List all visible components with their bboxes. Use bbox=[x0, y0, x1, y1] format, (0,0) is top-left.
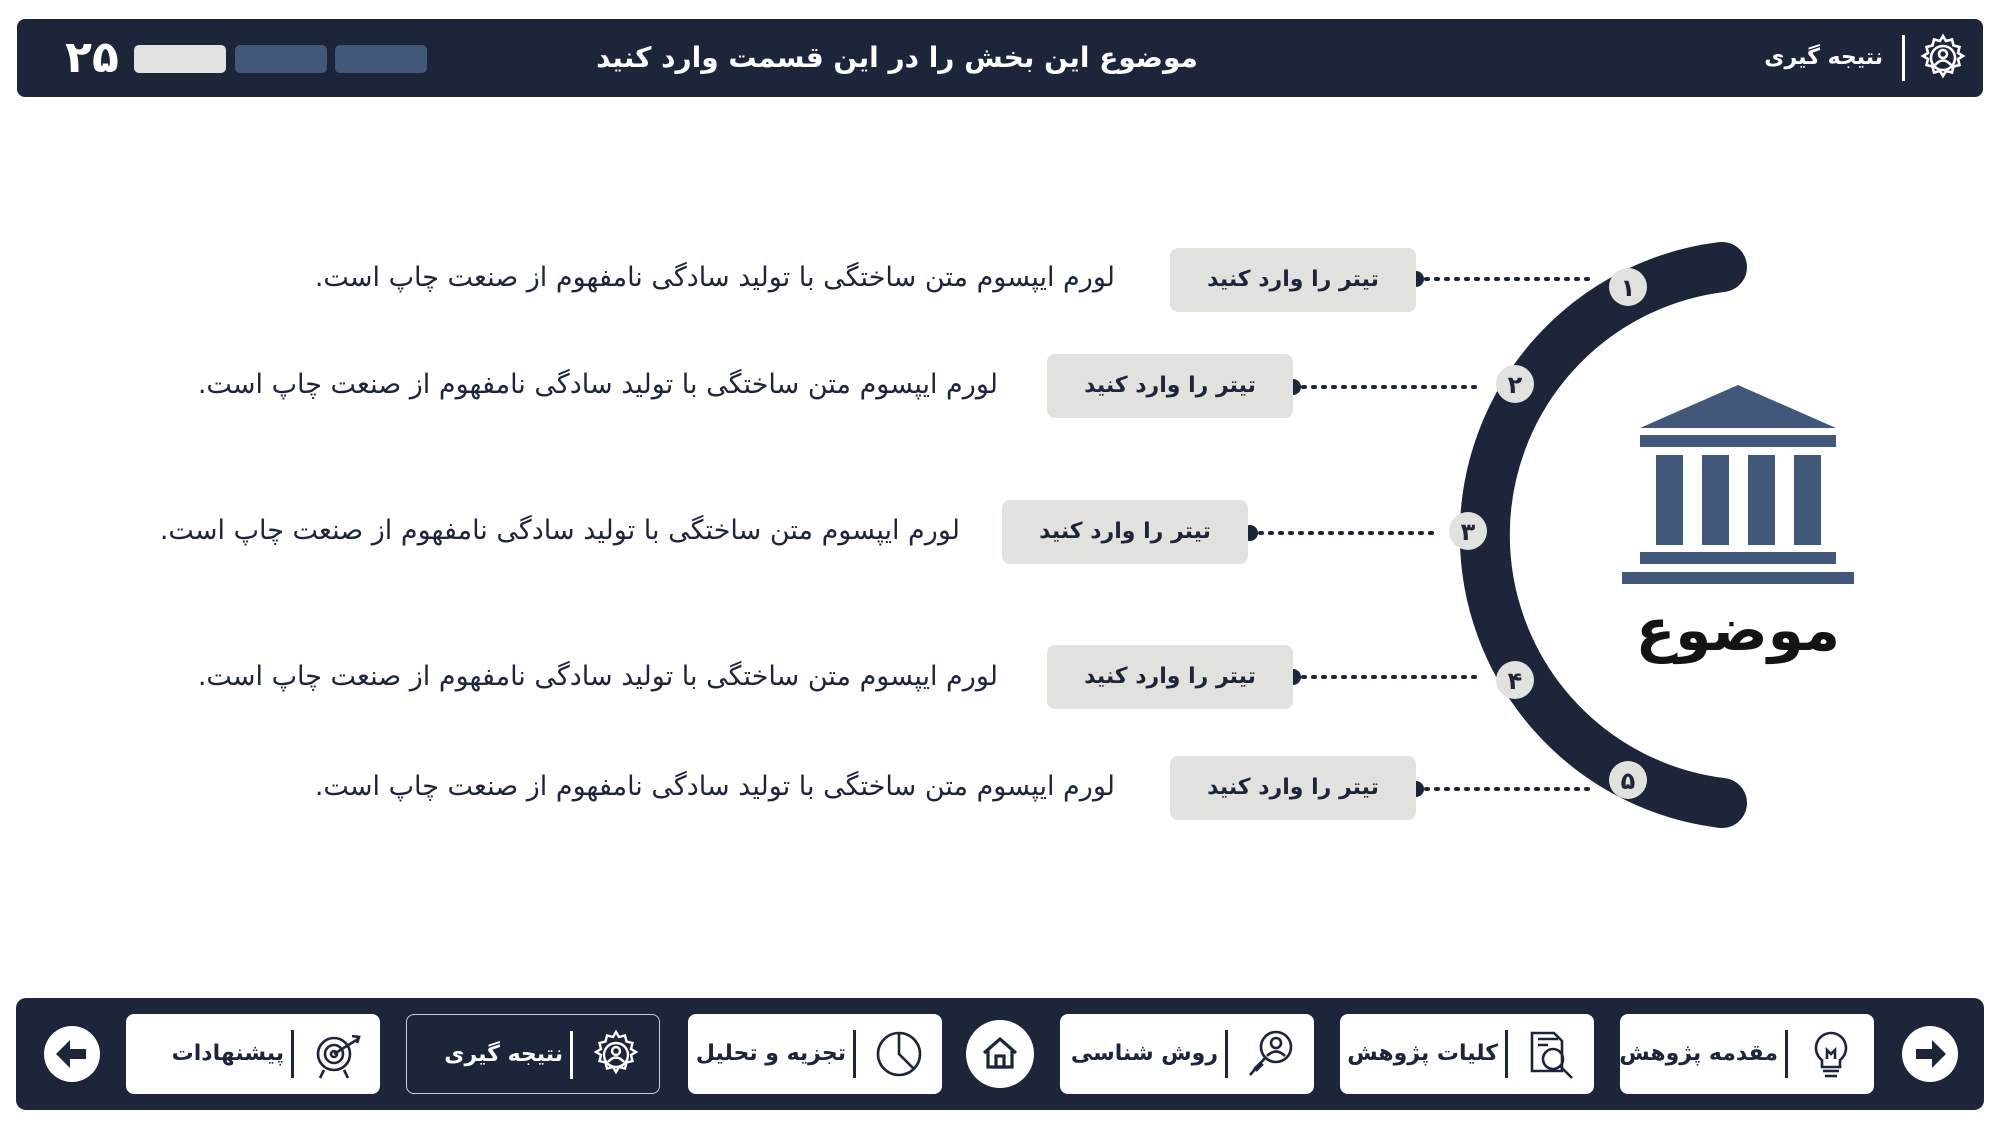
step-description-3: لورم ایپسوم متن ساختگی با تولید سادگی نامفهوم از صنعت چاپ است. bbox=[159, 515, 960, 546]
step-title-box-4[interactable]: تیتر را وارد کنید bbox=[1047, 645, 1293, 709]
step-title-box-5[interactable]: تیتر را وارد کنید bbox=[1170, 756, 1416, 820]
previous-button[interactable] bbox=[44, 1026, 100, 1082]
nav-separator bbox=[291, 1030, 294, 1078]
nav-methodology-button[interactable] bbox=[1060, 1014, 1314, 1094]
section-label: نتیجه گیری bbox=[1764, 45, 1883, 70]
arc-band bbox=[1485, 267, 1722, 803]
nav-methodology-label: روش شناسی bbox=[1070, 1041, 1218, 1066]
nav-conclusion-label: نتیجه گیری bbox=[444, 1042, 563, 1067]
home-icon bbox=[966, 1020, 1034, 1088]
nav-suggestions-label: پیشنهادات bbox=[171, 1041, 284, 1066]
nav-analysis-label: تجزیه و تحلیل bbox=[695, 1041, 846, 1066]
nav-separator bbox=[1505, 1030, 1508, 1078]
nav-separator bbox=[1785, 1030, 1788, 1078]
step-title-box-3[interactable]: تیتر را وارد کنید bbox=[1002, 500, 1248, 564]
home-button[interactable] bbox=[966, 1020, 1034, 1088]
institution-building-icon bbox=[1622, 385, 1854, 584]
step-number-5: ۵ bbox=[1620, 767, 1636, 795]
gear-person-icon bbox=[587, 1026, 645, 1084]
page-title: موضوع این بخش را در این قسمت وارد کنید bbox=[596, 41, 1198, 74]
nav-conclusion-button[interactable] bbox=[406, 1014, 660, 1094]
step-number-3: ۳ bbox=[1460, 518, 1476, 546]
nav-intro-button[interactable] bbox=[1620, 1014, 1874, 1094]
page-number: ۲۵ bbox=[65, 32, 119, 83]
lightbulb-icon bbox=[1802, 1025, 1860, 1083]
document-search-icon bbox=[1522, 1025, 1580, 1083]
step-number-2: ۲ bbox=[1507, 371, 1523, 399]
nav-separator bbox=[853, 1030, 856, 1078]
step-number-1: ۱ bbox=[1620, 274, 1636, 302]
step-title-box-2[interactable]: تیتر را وارد کنید bbox=[1047, 354, 1293, 418]
nav-intro-label: مقدمه پژوهش bbox=[1619, 1041, 1778, 1066]
footer-nav bbox=[16, 998, 1984, 1110]
nav-analysis-button[interactable] bbox=[688, 1014, 942, 1094]
topic-title: موضوع bbox=[1635, 596, 1840, 664]
pie-chart-icon bbox=[870, 1025, 928, 1083]
next-button[interactable] bbox=[1902, 1026, 1958, 1082]
step-description-2: لورم ایپسوم متن ساختگی با تولید سادگی نامفهوم از صنعت چاپ است. bbox=[197, 369, 998, 400]
step-description-1: لورم ایپسوم متن ساختگی با تولید سادگی نامفهوم از صنعت چاپ است. bbox=[314, 262, 1115, 293]
step-number-4: ۴ bbox=[1507, 667, 1523, 695]
nav-overview-button[interactable] bbox=[1340, 1014, 1594, 1094]
magnifier-person-icon bbox=[1242, 1025, 1300, 1083]
nav-separator bbox=[1225, 1030, 1228, 1078]
arrow-right-icon bbox=[1902, 1026, 1958, 1082]
step-description-4: لورم ایپسوم متن ساختگی با تولید سادگی نامفهوم از صنعت چاپ است. bbox=[197, 661, 998, 692]
nav-overview-label: کلیات پژوهش bbox=[1347, 1041, 1498, 1066]
nav-separator bbox=[570, 1031, 573, 1079]
target-icon bbox=[308, 1025, 366, 1083]
step-title-box-1[interactable]: تیتر را وارد کنید bbox=[1170, 248, 1416, 312]
step-description-5: لورم ایپسوم متن ساختگی با تولید سادگی نامفهوم از صنعت چاپ است. bbox=[314, 771, 1115, 802]
arrow-left-icon bbox=[44, 1026, 100, 1082]
nav-suggestions-button[interactable] bbox=[126, 1014, 380, 1094]
